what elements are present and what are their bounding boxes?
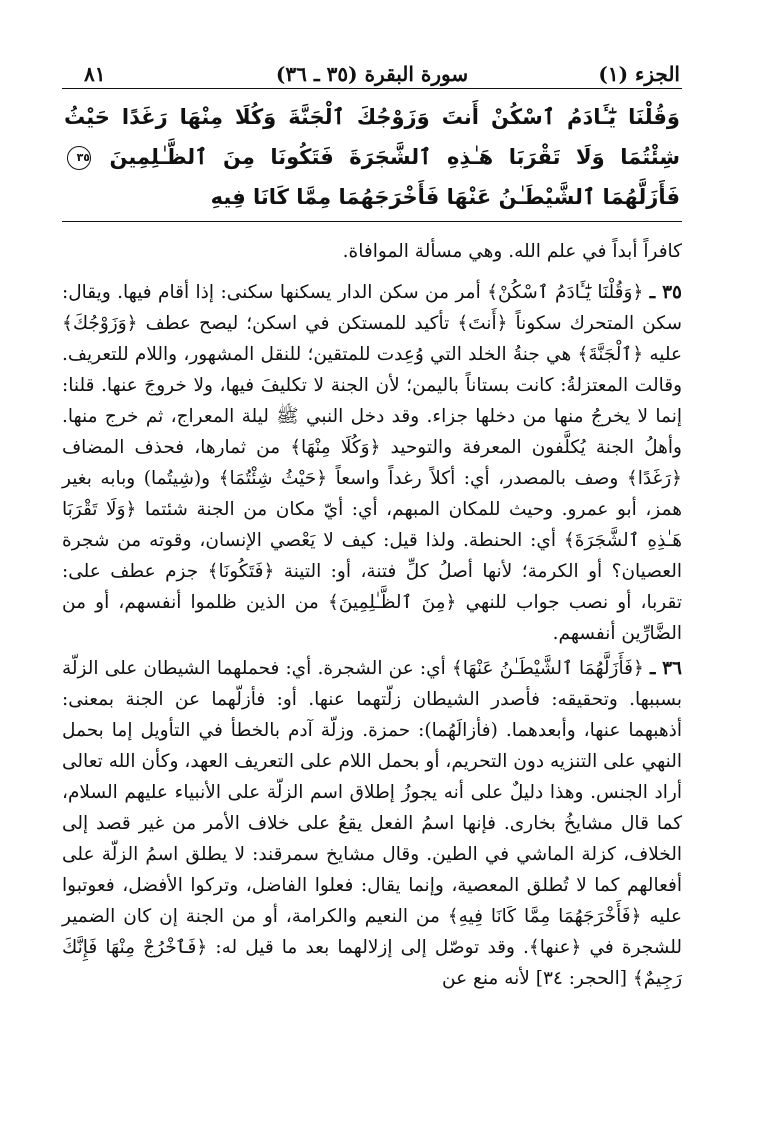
verse-divider	[62, 221, 682, 222]
ayah-number: ٣٦ ـ	[649, 658, 682, 679]
page	[62, 58, 682, 998]
verse-text-continued: فَأَزَلَّهُمَا ٱلشَّيْطَـٰنُ عَنْهَا فَأَخْرَجَهُمَا مِمَّا كَانَا فِيهِ	[210, 185, 680, 209]
paragraph-text: ﴿وَقُلْنَا يَٰٓـَٔادَمُ ٱسْكُنْ﴾ أمر من سكن الدار يسكنها سكنى: إذا أقام فيها. ويقال: سكن المتحرك سكوناً ﴿أَنتَ﴾ تأكيد للمستكن في اسكن؛ ليصح عطف ﴿وَزَوْجُكَ﴾ عليه ﴿ٱلْجَنَّةَ﴾ هي جنةُ الخلد التي وُعِدت للمتقين؛ للنقل المشهور، واللام للتعريف. وقالت المعتزلةُ: كانت بستاناً باليمن؛ لأن الجنة لا تكليفَ فيها، ولا خروجَ عنها. قلنا: إنما لا يخرجُ منها من دخلها جزاء. وقد دخل النبي ﷺ ليلة المعراج، ثم خرج منها. وأهلُ الجنة يُكلَّفون المعرفة والتوحيد ﴿وَكُلَا مِنْهَا﴾ من ثمارها، فحذف المضاف ﴿رَغَدًا﴾ وصف بالمصدر، أي: أكلاً رغداً واسعاً ﴿حَيْثُ شِئْتُمَا﴾ و(شِيتُما) وبابه بغير همز، أبو عمرو. وحيث للمكان المبهم، أي: أيّ مكان من الجنة شئتما ﴿وَلَا تَقْرَبَا هَـٰذِهِ ٱلشَّجَرَةَ﴾ أي: الحنطة. ولذا قيل: كيف لا يَعْصي الإنسان، وقوته من شجرة العصيان؟ أو الكرمة؛ لأنها أصلُ كلِّ فتنة، أو: التينة ﴿فَتَكُونَا﴾ جزم عطف على: تقربا، أو نصب جواب للنهي ﴿مِنَ ٱلظَّـٰلِمِينَ﴾ من الذين ظلموا أنفسهم، أو من الضَّارِّين أنفسهم.	[62, 282, 683, 644]
commentary-paragraph	[62, 277, 682, 649]
paragraph-text: ﴿فَأَزَلَّهُمَا ٱلشَّيْطَـٰنُ عَنْهَا﴾ أي: عن الشجرة. أي: فحملهما الشيطان على الزلّة بسببها. وتحقيقه: فأصدر الشيطان زلّتهما عنها. أو: فأزلّهما عن الجنة بمعنى: أذهبهما عنها، وأبعدهما. (فأزالَهُما): حمزة. وزلّة آدم بالخطأ في التأويل إما بحمل النهي على التنزيه دون التحريم، أو بحمل اللام على التعريف العهد، وكأن الله تعالى أراد الجنس. وهذا دليلٌ على أنه يجوزُ إطلاق اسم الزلّة على الأنبياء عليهم السلام، كما قال مشايخُ بخارى. فإنها اسمُ الفعل يقعُ على خلاف الأمر من غير قصد إلى الخلاف، كزلة الماشي في الطين. وقال مشايخ سمرقند: لا يطلق اسمُ الزلّة على أفعالهم كما لا تُطلق المعصية، وإنما يقال: فعلوا الفاضل، وتركوا الأفضل، فعوتبوا عليه ﴿فَأَخْرَجَهُمَا مِمَّا كَانَا فِيهِ﴾ من النعيم والكرامة، أو من الجنة إن كان الضمير للشجرة في ﴿عنها﴾. وقد توصّل إلى إزلالهما بعد ما قيل له: ﴿فَٱخْرُجْ مِنْهَا فَإِنَّكَ رَجِيمٌ﴾ [الحجر: ٣٤] لأنه منع عن	[62, 658, 682, 989]
ayah-number: ٣٥ ـ	[649, 282, 682, 303]
commentary-paragraph	[62, 236, 682, 267]
running-header	[62, 58, 682, 88]
quran-verse-block	[62, 89, 682, 221]
verse-end-marker: ٣٥	[67, 146, 91, 170]
paragraph-text: كافراً أبداً في علم الله. وهي مسألة الموافاة.	[342, 241, 682, 262]
commentary-paragraph	[62, 653, 682, 994]
sura-title: سورة البقرة (٣٥ ـ ٣٦)	[275, 62, 469, 86]
page-number: ٨١	[84, 62, 106, 86]
juz-label: الجزء (١)	[598, 62, 680, 86]
verse-text: وَقُلْنَا يَٰٓـَٔادَمُ ٱسْكُنْ أَنتَ وَزَوْجُكَ ٱلْجَنَّةَ وَكُلَا مِنْهَا رَغَدًا حَيْثُ شِئْتُمَا وَلَا تَقْرَبَا هَـٰذِهِ ٱلشَّجَرَةَ فَتَكُونَا مِنَ ٱلظَّـٰلِمِينَ	[64, 105, 680, 169]
